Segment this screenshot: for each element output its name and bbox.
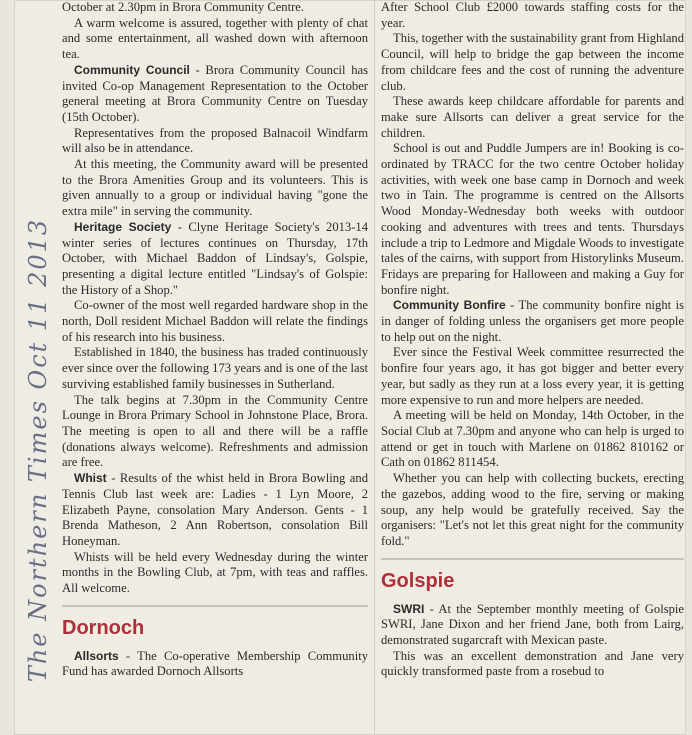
column-divider (374, 0, 375, 735)
paragraph: After School Club £2000 towards staffing costs for the year. (381, 0, 684, 30)
subhead-whist: Whist (74, 471, 107, 486)
paragraph: Representatives from the proposed Balnacoil Windfarm will also be in attendance. (62, 125, 368, 156)
handwritten-note-text: The Northern Times Oct 11 2013 (24, 217, 52, 683)
paragraph: These awards keep childcare affordable for parents and make sure Allsorts can deliver a great service for the children. (381, 94, 684, 140)
subhead-allsorts: Allsorts (74, 648, 119, 663)
paragraph-text: - Brora Community Council has invited Co-op Management Representation to the October general meeting at Brora Community Centre on Tuesday (15th October). (62, 62, 368, 124)
handwritten-annotation (18, 170, 58, 730)
right-column (381, 0, 684, 735)
paragraph-text: - The community bonfire night is in danger of folding unless the organisers get more people to help out on the night. (381, 298, 684, 344)
paragraph: Co-owner of the most well regarded hardware shop in the north, Doll resident Michael Baddon will relate the findings of his research into his business. (62, 298, 368, 344)
subhead-swri: SWRI (393, 601, 425, 616)
section-heading-dornoch: Dornoch (62, 605, 368, 639)
paragraph: School is out and Puddle Jumpers are in! Booking is co-ordinated by TRACC for the two centre October holiday activities, with week one base camp in Dornoch and week two in Tain. The programme is centred on the Allsorts Wood Monday-Wednesday both weeks with outdoor cooking and adventures with trees and tents. Thursdays include a trip to Ledmore and Migdale Woods to investigate tales of the cairns, with support from Historylinks Museum. Fridays are preparing for Halloween and making a Guy for bonfire night. (381, 141, 684, 297)
subhead-community-council: Community Council (74, 62, 190, 77)
paragraph-text: - At the September monthly meeting of Golspie SWRI, Jane Dixon and her friend Jane, both from Lairg, demonstrated sugarcraft with Mexican paste. (381, 601, 684, 648)
newspaper-clipping (14, 0, 686, 735)
subhead-community-bonfire: Community Bonfire (393, 298, 506, 313)
paragraph: At this meeting, the Community award will be presented to the Brora Amenities Group and its volunteers. This is given annually to a group or individual having "gone the extra mile" in serving the community. (62, 157, 368, 219)
paragraph-community-council (62, 63, 368, 126)
subhead-heritage-society: Heritage Society (74, 219, 172, 234)
paragraph-community-bonfire (381, 298, 684, 345)
paragraph: This, together with the sustainability grant from Highland Council, will help to bridge the gap between the income from childcare fees and the cost of running the adventure club. (381, 31, 684, 93)
paragraph-text: - Clyne Heritage Society's 2013-14 winter series of lectures continues on Thursday, 17th October, with Michael Baddon of Lindsay's, Golspie, presenting a digital lecture entitled "Lindsay's of Golspie: the History of a Shop." (62, 219, 368, 297)
paragraph-text: - Results of the whist held in Brora Bowling and Tennis Club last week are: Ladies - 1 Lyn Moore, 2 Elizabeth Payne, consolation Mary Anderson. Gents - 1 Brenda Matheson, 2 Ann Robertson, consolation Bill Honeyman. (62, 471, 368, 548)
paragraph: Whether you can help with collecting buckets, erecting the gazebos, adding wood to the fire, serving or making soup, any help would be gratefully received. Say the organisers: "Let's not let this great night for the community fold." (381, 471, 684, 548)
paragraph-text: - The Co-operative Membership Community Fund has awarded Dornoch Allsorts (62, 648, 368, 679)
paragraph: This was an excellent demonstration and Jane very quickly transformed paste from a rosebud to (381, 648, 684, 679)
paragraph: Established in 1840, the business has traded continuously ever since over the following 173 years and is one of the last surviving established family businesses in Sutherland. (62, 345, 368, 391)
paragraph-allsorts (62, 649, 368, 680)
paragraph: The talk begins at 7.30pm in the Community Centre Lounge in Brora Primary School in Johnstone Place, Brora. The meeting is open to all and there will be a raffle (donations always welcome). Refreshments and admission are free. (62, 392, 368, 470)
section-heading-golspie: Golspie (381, 558, 684, 592)
paragraph: A meeting will be held on Monday, 14th October, in the Social Club at 7.30pm and anyone who can help is urged to attend or get in touch with Marlene on 01862 810162 or Cath on 01862 811454. (381, 408, 684, 470)
paragraph: Ever since the Festival Week committee resurrected the bonfire four years ago, it has got bigger and better every year, but sadly as they run at a loss every year, it is getting more expensive to run and more helpers are needed. (381, 345, 684, 407)
paragraph: A warm welcome is assured, together with plenty of chat and some entertainment, all washed down with afternoon tea. (62, 15, 368, 62)
paragraph: Whists will be held every Wednesday during the winter months in the Bowling Club, at 7pm, with teas and raffles. All welcome. (62, 549, 368, 596)
paragraph-whist (62, 471, 368, 550)
left-column (62, 0, 368, 735)
paragraph-heritage-society (62, 220, 368, 299)
paragraph-swri (381, 602, 684, 649)
clipped-top-line: October at 2.30pm in Brora Community Centre. (62, 0, 305, 14)
